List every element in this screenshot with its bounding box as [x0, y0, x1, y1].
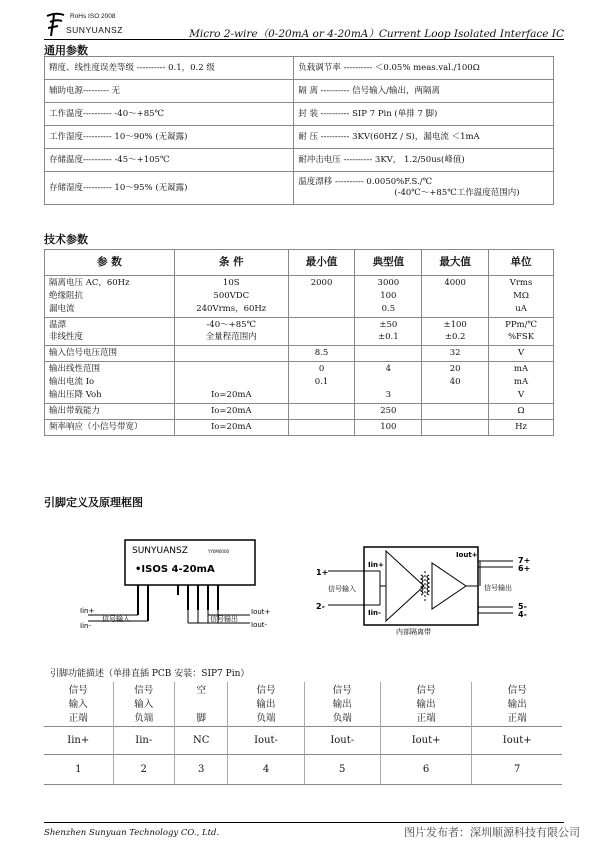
table-cell: 0	[288, 362, 355, 376]
table-cell: 40	[422, 376, 489, 390]
brand-name: SUNYUANSZ	[66, 25, 123, 35]
table-cell	[294, 149, 554, 172]
block-iin-minus: Iin-	[368, 609, 381, 617]
table-row	[45, 172, 554, 205]
table-cell: Vrms	[489, 276, 554, 290]
table-cell	[294, 172, 554, 205]
iin-minus-label: Iin-	[80, 622, 91, 630]
table-cell: 存储温度---------- -45～+105℃	[45, 149, 294, 172]
column-header: 单位	[489, 250, 554, 276]
table-cell: 输入	[113, 698, 174, 712]
table-cell	[422, 404, 489, 420]
table-cell: 脚	[174, 712, 227, 727]
block-iin-plus: Iin+	[368, 561, 384, 569]
table-row	[45, 332, 554, 346]
pin-num-row	[44, 755, 562, 785]
table-cell: 信号	[228, 682, 304, 698]
table-row	[45, 126, 554, 149]
table-cell	[174, 362, 288, 376]
table-cell	[422, 304, 489, 318]
table-cell: 正端	[380, 712, 472, 727]
table-row	[45, 318, 554, 332]
table-cell: 正端	[68, 713, 88, 724]
company-logo-icon	[44, 12, 66, 38]
table-row	[45, 80, 554, 103]
table-cell: 非线性度	[45, 332, 175, 346]
table-cell: 输出	[472, 698, 562, 712]
table-cell: 工作湿度---------- 10～90% (无凝露)	[45, 126, 294, 149]
block-diagram	[308, 535, 548, 635]
table-cell	[288, 420, 355, 436]
table-row	[45, 57, 554, 80]
table-row	[45, 290, 554, 304]
table-cell: 500VDC	[174, 290, 288, 304]
table-cell: 250	[355, 404, 422, 420]
column-header: 最大值	[422, 250, 489, 276]
table-row	[45, 103, 554, 126]
table-cell: 32	[422, 346, 489, 362]
table-cell: 隔离电压 AC，60Hz	[45, 276, 175, 290]
table-cell: Iout-	[304, 727, 380, 755]
chip-model: •ISOS 4-20mA	[135, 564, 215, 575]
table-cell: 3	[355, 390, 422, 404]
table-cell: 4000	[422, 276, 489, 290]
table-cell: 输出	[380, 698, 472, 712]
table-cell	[174, 346, 288, 362]
table-cell: PPm/℃	[489, 318, 554, 332]
table-row	[45, 420, 554, 436]
table-cell: 输出线性范围	[45, 362, 175, 376]
table-cell: Io=20mA	[174, 404, 288, 420]
iout-minus-label: Iout-	[251, 621, 268, 629]
pin-function-table	[44, 682, 562, 785]
pin-label-row	[44, 727, 562, 755]
iout-plus-label: Iout+	[251, 608, 271, 616]
table-cell: 100	[355, 290, 422, 304]
table-cell: 正端	[472, 712, 562, 727]
table-row	[45, 390, 554, 404]
table-cell: MΩ	[489, 290, 554, 304]
table-row	[45, 149, 554, 172]
table-cell: V	[489, 390, 554, 404]
table-cell: 3	[174, 755, 227, 785]
table-cell: Iout+	[472, 727, 562, 755]
block-signal-input: 信号输入	[328, 585, 356, 593]
pin-desc-row	[44, 698, 562, 712]
table-cell	[288, 304, 355, 318]
cell-line: 负载调节率 ---------- ＜0.05% meas.val./100Ω	[298, 62, 480, 73]
table-cell	[288, 318, 355, 332]
table-cell: 漏电流	[45, 304, 175, 318]
table-cell	[174, 698, 227, 712]
table-cell	[288, 332, 355, 346]
table-row	[45, 376, 554, 390]
table-cell: 工作温度---------- -40～+85℃	[45, 103, 294, 126]
table-cell: 20	[422, 362, 489, 376]
table-cell: 绝缘阻抗	[45, 290, 175, 304]
table-cell	[288, 290, 355, 304]
table-cell: Iout+	[380, 727, 472, 755]
table-cell: Iout-	[228, 727, 304, 755]
table-cell: -40～+85℃	[174, 318, 288, 332]
table-cell: %FSK	[489, 332, 554, 346]
table-cell: ±0.1	[355, 332, 422, 346]
footer-company: Shenzhen Sunyuan Technology CO., Ltd.	[44, 828, 220, 838]
table-cell: 6	[380, 755, 472, 785]
table-cell	[294, 126, 554, 149]
table-cell: 空	[174, 682, 227, 698]
table-cell: 输出	[228, 698, 304, 712]
table-cell	[422, 290, 489, 304]
table-cell: Iin+	[44, 727, 113, 755]
table-cell: 2	[113, 755, 174, 785]
table-cell	[355, 346, 422, 362]
table-cell: 3000	[355, 276, 422, 290]
table-row	[45, 362, 554, 376]
table-cell	[288, 404, 355, 420]
table-cell: 频率响应（小信号带宽）	[45, 420, 175, 436]
tech-params-title: 技术参数	[44, 233, 88, 246]
header-rule	[44, 39, 564, 40]
table-cell: 负端	[113, 712, 174, 727]
table-cell: Io=20mA	[174, 390, 288, 404]
table-cell: 负端	[228, 712, 304, 727]
footer-watermark: 图片发布者：深圳顺源科技有限公司	[404, 826, 580, 839]
table-cell	[294, 57, 554, 80]
block-pin-5: 5-	[518, 602, 527, 611]
table-cell: 10S	[174, 276, 288, 290]
chip-brand: SUNYUANSZ	[132, 546, 188, 556]
table-cell: ±50	[355, 318, 422, 332]
table-cell: 信号	[113, 682, 174, 698]
document-title: Micro 2-wire（0-20mA or 4-20mA）Current Loop Isolated Interface IC	[189, 28, 564, 40]
table-cell	[422, 420, 489, 436]
table-cell: 4	[355, 362, 422, 376]
table-cell: 信号	[380, 682, 472, 698]
table-row	[45, 304, 554, 318]
pin-diagram	[80, 535, 280, 635]
block-signal-output: 信号输出	[484, 584, 512, 592]
table-cell: ±100	[422, 318, 489, 332]
block-pin-7: 7+	[518, 556, 531, 565]
table-cell: 精度、线性度误差等级 ---------- 0.1，0.2 级	[45, 57, 294, 80]
table-cell	[294, 80, 554, 103]
table-cell: 信号	[304, 682, 380, 698]
table-cell: 输出电流 Io	[45, 376, 175, 390]
table-cell: 输出	[304, 698, 380, 712]
table-cell: 100	[355, 420, 422, 436]
table-cell: 输入	[68, 699, 88, 710]
column-header: 条 件	[174, 250, 288, 276]
cell-line: 封 装 ---------- SIP 7 Pin (单排 7 脚)	[298, 108, 438, 119]
table-row	[45, 404, 554, 420]
cell-line: (-40℃～+85℃工作温度范围内)	[394, 188, 520, 198]
table-cell: Iin-	[113, 727, 174, 755]
block-pin-2: 2-	[316, 602, 325, 611]
block-pin-4: 4-	[518, 610, 527, 619]
table-cell	[294, 103, 554, 126]
table-cell: NC	[174, 727, 227, 755]
cell-line: 温度漂移 ---------- 0.0050%F.S./℃	[298, 177, 433, 187]
cell-line: 耐 压 ---------- 3KV(60HZ / S)，漏电流 ＜1mA	[298, 131, 480, 142]
table-cell: 存储湿度---------- 10～95% (无凝露)	[45, 172, 294, 205]
table-cell	[288, 390, 355, 404]
block-pin-6: 6+	[518, 564, 531, 573]
table-cell: 全量程范围内	[174, 332, 288, 346]
footer-rule	[44, 822, 564, 823]
pin-function-title: 引脚功能描述（单排直插 PCB 安装：SIP7 Pin）	[50, 669, 250, 679]
table-cell: 0.5	[355, 304, 422, 318]
signal-output-label: 信号输出	[210, 615, 238, 623]
table-cell: 1	[44, 755, 113, 785]
chip-code: YY0M0000	[208, 549, 230, 554]
table-cell: 4	[228, 755, 304, 785]
table-cell: 240Vrms，60Hz	[174, 304, 288, 318]
column-header: 参 数	[45, 250, 175, 276]
table-cell: 信号	[472, 682, 562, 698]
table-cell: Hz	[489, 420, 554, 436]
table-cell: 0.1	[288, 376, 355, 390]
iin-plus-label: Iin+	[80, 607, 95, 615]
table-cell: 输出压降 Voh	[45, 390, 175, 404]
table-cell: uA	[489, 304, 554, 318]
table-row	[45, 276, 554, 290]
table-cell: 输入信号电压范围	[45, 346, 175, 362]
block-isolation: 内部隔离带	[396, 628, 431, 635]
table-cell: 温漂	[45, 318, 175, 332]
pin-desc-row	[44, 682, 562, 698]
table-cell: ±0.2	[422, 332, 489, 346]
column-header: 典型值	[355, 250, 422, 276]
general-params-title: 通用参数	[44, 44, 88, 57]
block-pin-1: 1+	[316, 568, 329, 577]
diagram-title: 引脚定义及原理框图	[44, 496, 143, 509]
general-params-table	[44, 56, 554, 205]
table-cell: 5	[304, 755, 380, 785]
signal-input-label: 信号输入	[102, 615, 130, 623]
table-cell: mA	[489, 376, 554, 390]
table-cell: 8.5	[288, 346, 355, 362]
table-cell: 信号	[68, 685, 88, 696]
table-cell: Ω	[489, 404, 554, 420]
table-cell	[355, 376, 422, 390]
block-iout: Iout+	[456, 551, 478, 559]
table-cell: Io=20mA	[174, 420, 288, 436]
chip-pins	[138, 585, 218, 621]
table-cell: V	[489, 346, 554, 362]
table-cell: 7	[472, 755, 562, 785]
cell-line: 耐冲击电压 ---------- 3KV， 1.2/50us(峰值)	[298, 154, 465, 165]
table-cell: mA	[489, 362, 554, 376]
pin-desc-row	[44, 712, 562, 727]
table-row	[45, 346, 554, 362]
column-header: 最小值	[288, 250, 355, 276]
cell-line: 隔 离 ---------- 信号输入/输出，两隔离	[298, 85, 440, 96]
table-cell	[174, 376, 288, 390]
tech-params-table	[44, 249, 554, 436]
table-cell: 输出带载能力	[45, 404, 175, 420]
rohs-iso-label: RoHs ISO 2008	[70, 13, 116, 20]
table-cell	[422, 390, 489, 404]
table-cell: 负端	[304, 712, 380, 727]
table-cell: 2000	[288, 276, 355, 290]
table-cell: 辅助电源--------- 无	[45, 80, 294, 103]
